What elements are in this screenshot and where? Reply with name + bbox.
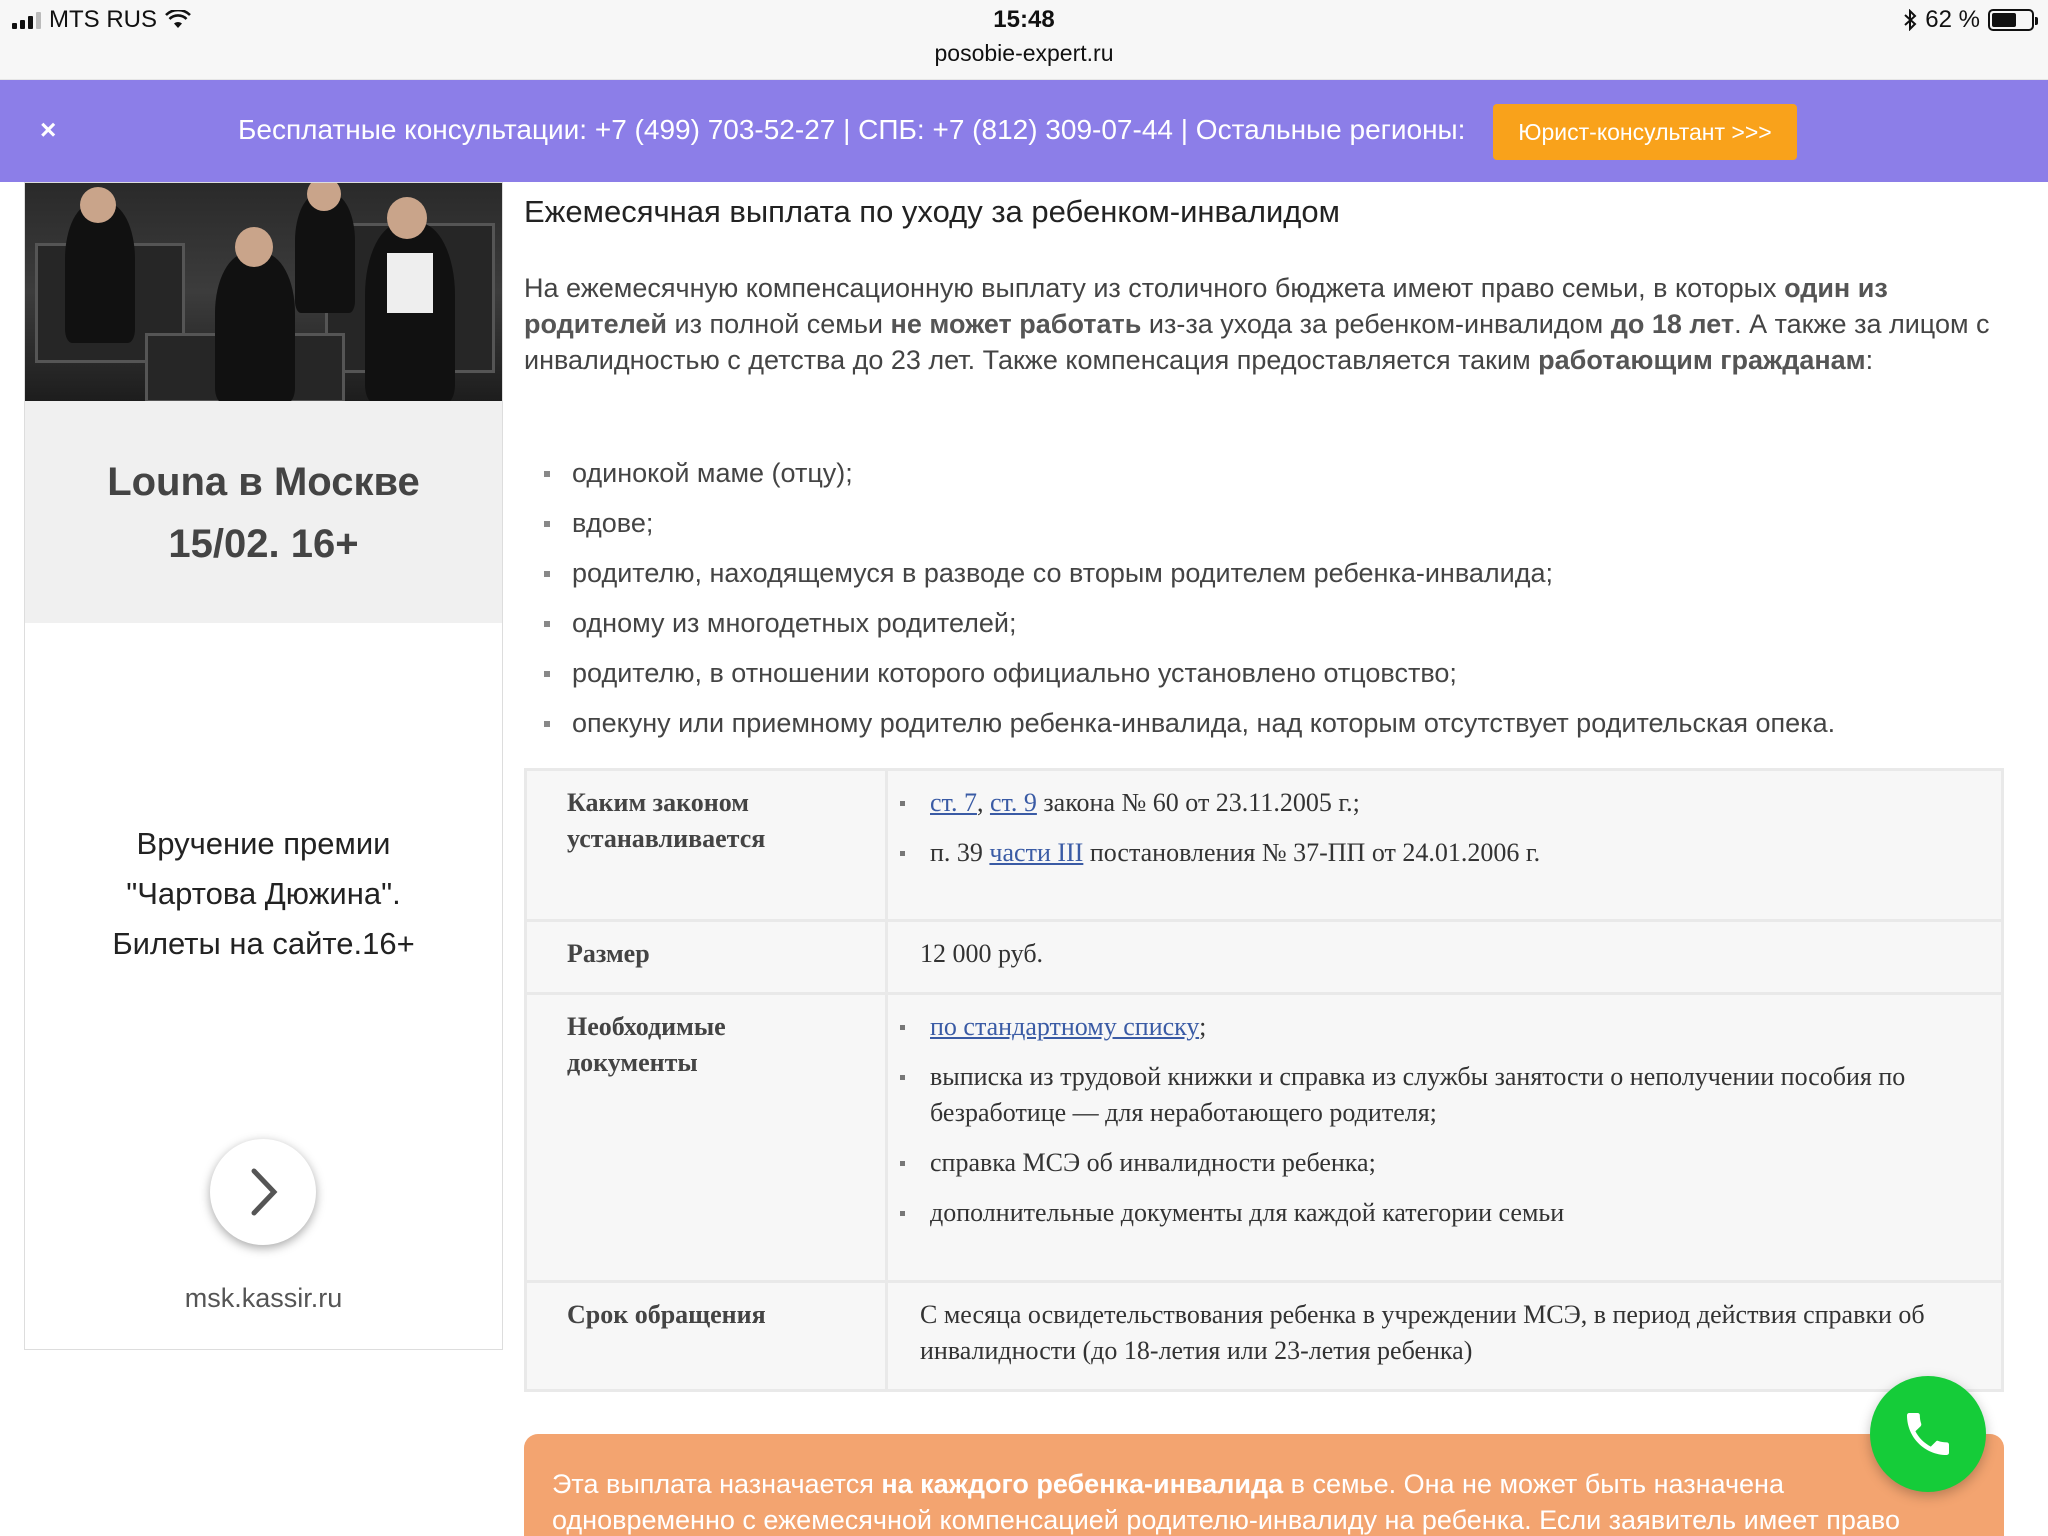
intro-paragraph	[524, 270, 2004, 378]
table-row	[526, 921, 2003, 994]
law-list	[920, 785, 1981, 871]
ad-description-line[interactable]: Билеты на сайте.16+	[112, 926, 415, 961]
bold-text: на каждого ребенка-инвалида	[881, 1469, 1284, 1499]
consultation-banner	[0, 80, 2048, 182]
list-item	[920, 785, 1981, 821]
ad-next-button[interactable]	[210, 1139, 316, 1245]
call-button[interactable]	[1870, 1376, 1986, 1492]
standard-list-link[interactable]: по стандартному списку	[930, 1012, 1200, 1041]
bold-text: не может работать	[890, 309, 1142, 339]
battery-fill	[1992, 13, 2016, 27]
list-item: родителю, в отношении которого официально установлено отцовство;	[524, 648, 2004, 698]
law-link[interactable]: ст. 7	[930, 788, 977, 817]
table-key: Срок обращения	[526, 1282, 887, 1391]
table-value: 12 000 руб.	[887, 921, 2003, 994]
text: . А также за лицом с инвалидностью с детства до 23 лет. Также компенсация предоставляется таким	[524, 309, 1990, 375]
battery-percent: 62 %	[1925, 6, 1980, 33]
table-row	[526, 770, 2003, 921]
close-icon[interactable]: ×	[40, 114, 57, 145]
list-item	[920, 1009, 1981, 1045]
list-item: дополнительные документы для каждой категории семьи	[920, 1195, 1981, 1231]
text: из-за ухода за ребенком-инвалидом	[1141, 309, 1611, 339]
documents-list	[920, 1009, 1981, 1231]
phone-icon	[1900, 1406, 1956, 1462]
law-link[interactable]: части III	[989, 838, 1084, 867]
text: :	[1865, 345, 1874, 375]
status-right	[1903, 6, 2034, 34]
ad-title-line[interactable]: 15/02. 16+	[168, 522, 359, 566]
table-row	[526, 994, 2003, 1282]
list-item: вдове;	[524, 498, 2004, 548]
lawyer-consultant-button[interactable]: Юрист-консультант >>>	[1493, 104, 1797, 160]
list-item: родителю, находящемуся в разводе со вторым родителем ребенка-инвалида;	[524, 548, 2004, 598]
section-heading: Ежемесячная выплата по уходу за ребенком-инвалидом	[524, 194, 1340, 229]
ad-title-box	[25, 401, 502, 623]
bold-text: до 18 лет	[1610, 309, 1735, 339]
ad-domain-link[interactable]: msk.kassir.ru	[184, 1283, 343, 1313]
text: Эта выплата назначается	[552, 1469, 882, 1499]
address-bar-url[interactable]: posobie-expert.ru	[934, 40, 1114, 66]
table-row	[526, 1282, 2003, 1391]
ad-photo[interactable]	[25, 183, 502, 401]
table-value: С месяца освидетельствования ребенка в учреждении МСЭ, в период действия справки об инвалидности (до 18-летия или 23-летия ребенка)	[887, 1282, 2003, 1391]
ad-title[interactable]	[25, 451, 502, 575]
text: п. 39	[930, 838, 990, 867]
eligible-list	[524, 448, 2004, 748]
battery-icon	[1988, 9, 2034, 31]
clock: 15:48	[993, 6, 1055, 33]
ad-description-line[interactable]: Вручение премии	[136, 826, 391, 861]
text: На ежемесячную компенсационную выплату из столичного бюджета имеют право семьи, в которых	[524, 273, 1785, 303]
list-item: выписка из трудовой книжки и справка из службы занятости о неполучении пособия по безработице — для неработающего родителя;	[920, 1059, 1981, 1131]
carrier-label: MTS RUS	[49, 6, 157, 33]
table-key: Необходимые документы	[526, 994, 887, 1282]
text: из полной семьи	[667, 309, 891, 339]
table-value	[887, 770, 2003, 921]
table-key: Размер	[526, 921, 887, 994]
chevron-right-icon	[246, 1167, 280, 1217]
status-bar	[0, 0, 2048, 80]
list-item: одинокой маме (отцу);	[524, 448, 2004, 498]
list-item: справка МСЭ об инвалидности ребенка;	[920, 1145, 1981, 1181]
payment-info-table	[524, 768, 2004, 1392]
law-link[interactable]: ст. 9	[989, 788, 1037, 817]
bluetooth-icon	[1903, 9, 1917, 31]
text: постановления № 37-ПП от 24.01.2006 г.	[1083, 838, 1541, 867]
advertisement[interactable]	[24, 182, 503, 1350]
list-item	[920, 835, 1981, 871]
text: ;	[1199, 1012, 1207, 1041]
list-item: одному из многодетных родителей;	[524, 598, 2004, 648]
text: закона № 60 от 23.11.2005 г.;	[1036, 788, 1360, 817]
ad-description[interactable]	[65, 819, 462, 969]
text: в семье. Она не может быть назначена одновременно с ежемесячной компенсацией родителю-инвалиду на ребенка. Если заявитель имеет право	[552, 1469, 1900, 1535]
banner-text: Бесплатные консультации: +7 (499) 703-52-27 | СПБ: +7 (812) 309-07-44 | Остальные регионы:	[238, 114, 1466, 145]
table-value	[887, 994, 2003, 1282]
bold-text: один из родителей	[524, 273, 1888, 339]
info-note	[524, 1434, 2004, 1536]
bold-text: работающим гражданам	[1538, 345, 1866, 375]
ad-title-line[interactable]: Louna в Москве	[107, 460, 420, 504]
list-item: опекуну или приемному родителю ребенка-инвалида, над которым отсутствует родительская опека.	[524, 698, 2004, 748]
ad-description-line[interactable]: "Чартова Дюжина".	[126, 876, 401, 911]
table-key: Каким законом устанавливается	[526, 770, 887, 921]
text: ,	[976, 788, 990, 817]
